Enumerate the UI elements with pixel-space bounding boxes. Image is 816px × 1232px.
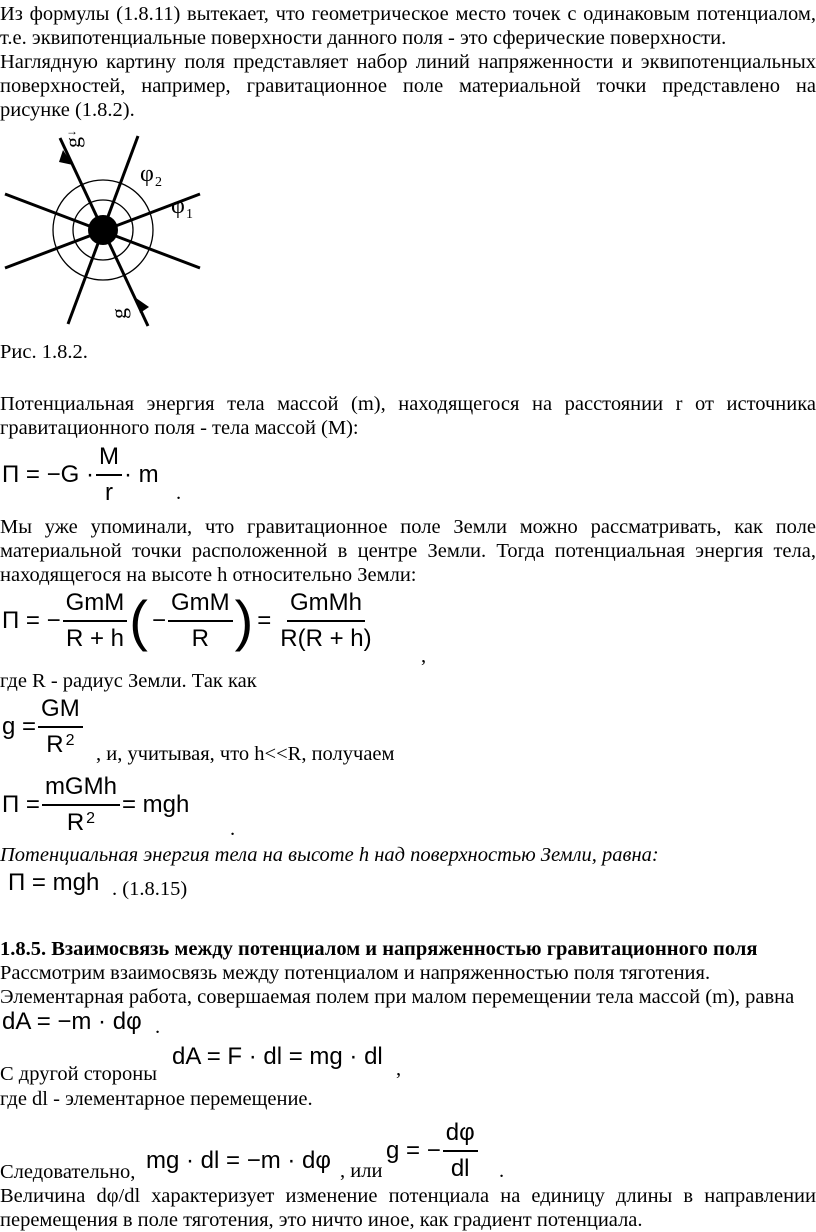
equation-potential-energy <box>2 442 159 508</box>
phi2-sub: 2 <box>155 175 162 190</box>
punctuation: . <box>176 482 182 504</box>
paragraph-line: С другой стороны <box>0 1063 157 1085</box>
mass-point <box>88 215 118 245</box>
denominator: R <box>191 625 209 652</box>
numerator: GmM <box>63 588 128 622</box>
eq-part: · m <box>123 461 159 488</box>
connector-text: , или <box>340 1160 383 1182</box>
paragraph-line: Элементарная работа, совершаемая полем при малом перемещении тела массой (m), равна <box>0 986 795 1008</box>
equation-mgh-derivation <box>2 772 189 838</box>
numerator: GmMh <box>287 588 365 622</box>
right-paren: ) <box>234 589 254 652</box>
eq-part: g = <box>2 713 37 740</box>
paragraph-line: Следовательно, <box>0 1161 136 1183</box>
punctuation: , <box>421 645 427 667</box>
paragraph-line: находящегося на высоте h относительно Земли: <box>0 564 417 586</box>
paragraph-line: материальной точки расположенной в центре Земли. Тогда потенциальная энергия тела, <box>0 540 816 562</box>
paragraph-line: где dl - элементарное перемещение. <box>0 1088 313 1110</box>
equation-height-energy <box>2 588 377 654</box>
numerator: GmM <box>168 588 233 622</box>
denominator: dl <box>450 1155 470 1182</box>
eq-part: П = <box>2 791 40 818</box>
numerator: mGMh <box>42 772 120 806</box>
fraction <box>42 772 120 838</box>
fraction <box>96 442 122 508</box>
fraction <box>443 1118 478 1184</box>
g-top-label: g <box>60 137 85 148</box>
equation-mgh: П = mgh <box>8 869 100 896</box>
numerator: GM <box>38 694 83 728</box>
field-lines-figure <box>0 124 230 334</box>
fraction <box>277 588 374 654</box>
figure-caption: Рис. 1.8.2. <box>0 341 88 363</box>
equation-gradient <box>386 1118 480 1184</box>
punctuation: . <box>155 1016 161 1038</box>
paragraph-line: гравитационного поля - тела массой (M): <box>0 417 359 439</box>
paragraph-line: рисунке (1.8.2). <box>0 99 135 121</box>
equation-equality: mg · dl = −m · dφ <box>146 1147 331 1174</box>
numerator: dφ <box>443 1118 478 1152</box>
paragraph-line: Рассмотрим взаимосвязь между потенциалом и напряженностью поля тяготения. <box>0 962 711 984</box>
denominator-base: R <box>66 809 85 836</box>
equation-number: . (1.8.15) <box>112 878 188 900</box>
paragraph-line: Потенциальная энергия тела массой (m), находящегося на расстоянии r от источника <box>0 393 816 415</box>
paragraph-line: , и, учитывая, что h<<R, получаем <box>96 743 395 765</box>
denominator <box>43 728 77 760</box>
fraction <box>63 588 128 654</box>
equation-work: dA = −m · dφ <box>2 1008 142 1035</box>
paragraph-line: Из формулы (1.8.11) вытекает, что геометрическое место точек с одинаковым потенциалом, <box>0 3 816 25</box>
phi1-sub: 1 <box>186 207 193 222</box>
paragraph-line: где R - радиус Земли. Так как <box>0 670 257 692</box>
denominator: R + h <box>65 625 124 652</box>
paragraph-line: Мы уже упоминали, что гравитационное поле Земли можно рассматривать, как поле <box>0 516 816 538</box>
exponent: 2 <box>86 810 96 827</box>
italic-statement: Потенциальная энергия тела на высоте h над поверхностью Земли, равна: <box>0 844 659 866</box>
fraction <box>38 694 83 760</box>
eq-part: = <box>257 607 272 634</box>
denominator <box>64 806 98 838</box>
paragraph-line: перемещения в поле тяготения, это ничто иное, как градиент потенциала. <box>0 1209 643 1231</box>
g-bottom-label: g <box>106 308 131 319</box>
eq-part: П = −G · <box>2 461 94 488</box>
eq-part: П = − <box>2 607 61 634</box>
eq-part: = mgh <box>121 791 190 818</box>
punctuation: . <box>499 1160 505 1182</box>
paragraph-line: Величина dφ/dl характеризует изменение потенциала на единицу длины в направлении <box>0 1185 816 1207</box>
denominator: r <box>104 479 113 506</box>
left-paren: ( <box>129 589 148 652</box>
exponent: 2 <box>65 732 75 749</box>
fraction <box>168 588 233 654</box>
punctuation: , <box>396 1058 402 1080</box>
numerator: M <box>96 442 122 476</box>
equation-g <box>2 694 85 760</box>
denominator-base: R <box>46 731 64 758</box>
denominator: R(R + h) <box>280 625 372 652</box>
section-heading: 1.8.5. Взаимосвязь между потенциалом и напряженностью гравитационного поля <box>0 938 758 960</box>
phi1-label: φ <box>171 193 185 219</box>
punctuation: . <box>230 818 236 840</box>
eq-part: g = − <box>386 1137 441 1164</box>
paragraph-line: т.е. эквипотенциальные поверхности данного поля - это сферические поверхности. <box>0 27 727 49</box>
phi2-label: φ <box>140 161 154 187</box>
eq-part: − <box>151 607 166 634</box>
equation-work-force: dA = F · dl = mg · dl <box>172 1043 383 1070</box>
paragraph-line: Наглядную картину поля представляет набор линий напряженности и эквипотенциальных <box>0 51 816 73</box>
equation-number-text: (1.8.15) <box>122 878 188 900</box>
paragraph-line: поверхностей, например, гравитационное поле материальной точки представлено на <box>0 75 816 97</box>
g-top-arrow: → <box>66 124 78 138</box>
